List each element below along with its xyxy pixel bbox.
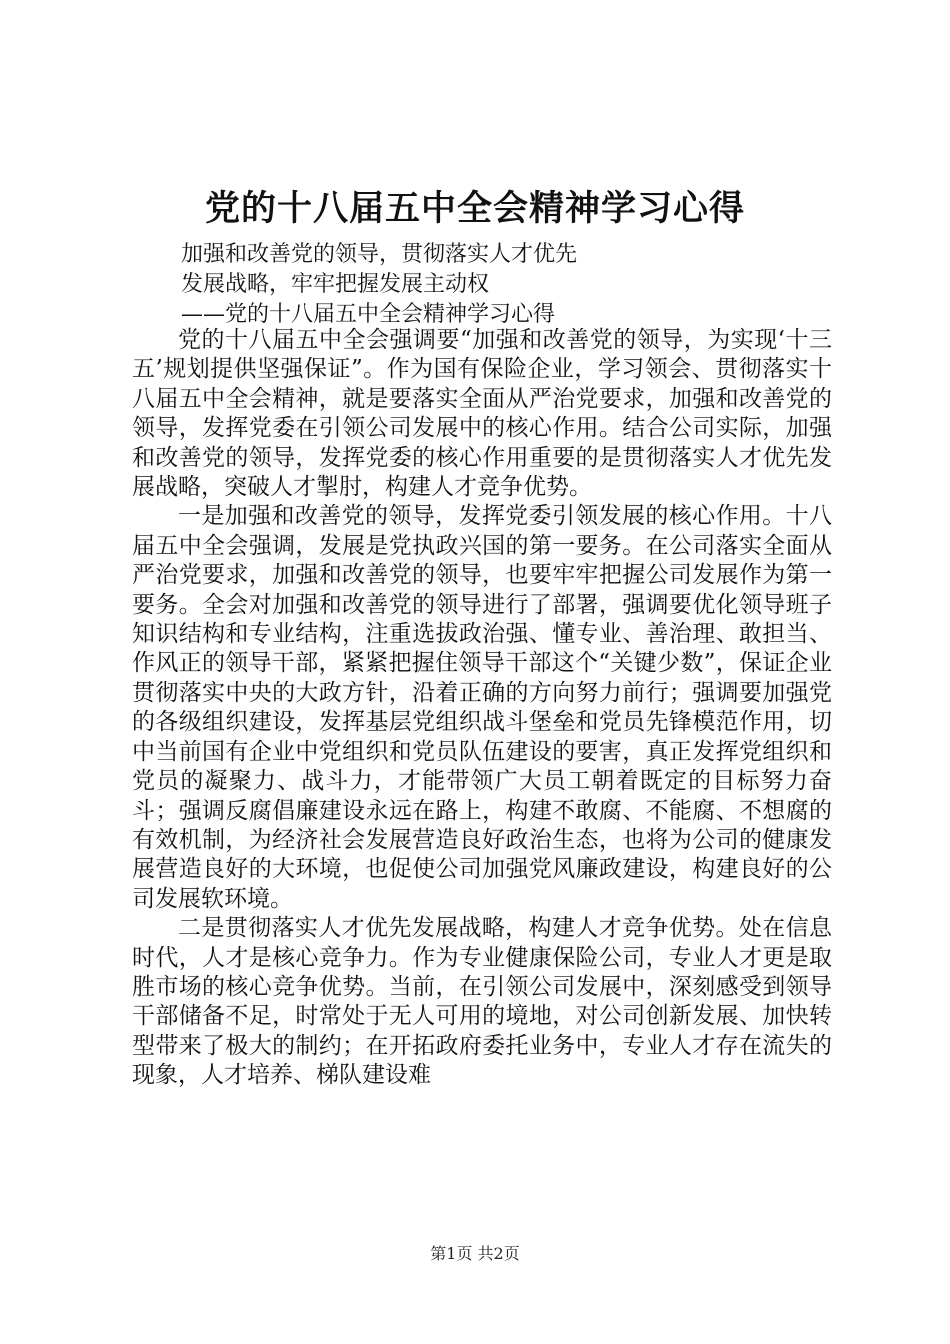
- document-title: 党的十八届五中全会精神学习心得: [204, 188, 745, 229]
- subtitle-line-1: 加强和改善党的领导，贯彻落实人才优先: [181, 242, 578, 267]
- subtitle-line-3: ——党的十八届五中全会精神学习心得: [181, 302, 556, 327]
- subtitle-line-2: 发展战略，牢牢把握发展主动权: [181, 272, 490, 297]
- paragraph-point-one: 一是加强和改善党的领导，发挥党委引领发展的核心作用。十八届五中全会强调，发展是党执政兴国的第一要务。在公司落实全面从严治党要求，加强和改善党的领导，也要牢牢把握公司发展作为第一要务。全会对加强和改善党的领导进行了部署，强调要优化领导班子知识结构和专业结构，注重选拔政治强、懂专业、善治理、敢担当、作风正的领导干部，紧紧把握住领导干部这个“关键少数”，保证企业贯彻落实中央的大政方针，沿着正确的方向努力前行；强调要加强党的各级组织建设，发挥基层党组织战斗堡垒和党员先锋模范作用，切中当前国有企业中党组织和党员队伍建设的要害，真正发挥党组织和党员的凝聚力、战斗力，才能带领广大员工朝着既定的目标努力奋斗；强调反腐倡廉建设永远在路上，构建不敢腐、不能腐、不想腐的有效机制，为经济社会发展营造良好政治生态，也将为公司的健康发展营造良好的大环境，也促使公司加强党风廉政建设，构建良好的公司发展软环境。: [132, 503, 832, 912]
- document-body: [132, 326, 832, 1091]
- paragraph-point-two: 二是贯彻落实人才优先发展战略，构建人才竞争优势。处在信息时代，人才是核心竞争力。作为专业健康保险公司，专业人才更是取胜市场的核心竞争优势。当前，在引领公司发展中，深刻感受到领导干部储备不足，时常处于无人可用的境地，对公司创新发展、加快转型带来了极大的制约；在开拓政府委托业务中，专业人才存在流失的现象，人才培养、梯队建设难: [132, 915, 832, 1089]
- page-footer: 第1页 共2页: [430, 1244, 520, 1263]
- paragraph-intro: 党的十八届五中全会强调要“加强和改善党的领导，为实现‘十三五’规划提供坚强保证”。作为国有保险企业，学习领会、贯彻落实十八届五中全会精神，就是要落实全面从严治党要求，加强和改善党的领导，发挥党委在引领公司发展中的核心作用。结合公司实际，加强和改善党的领导，发挥党委的核心作用重要的是贯彻落实人才优先发展战略，突破人才掣肘，构建人才竞争优势。: [132, 327, 832, 501]
